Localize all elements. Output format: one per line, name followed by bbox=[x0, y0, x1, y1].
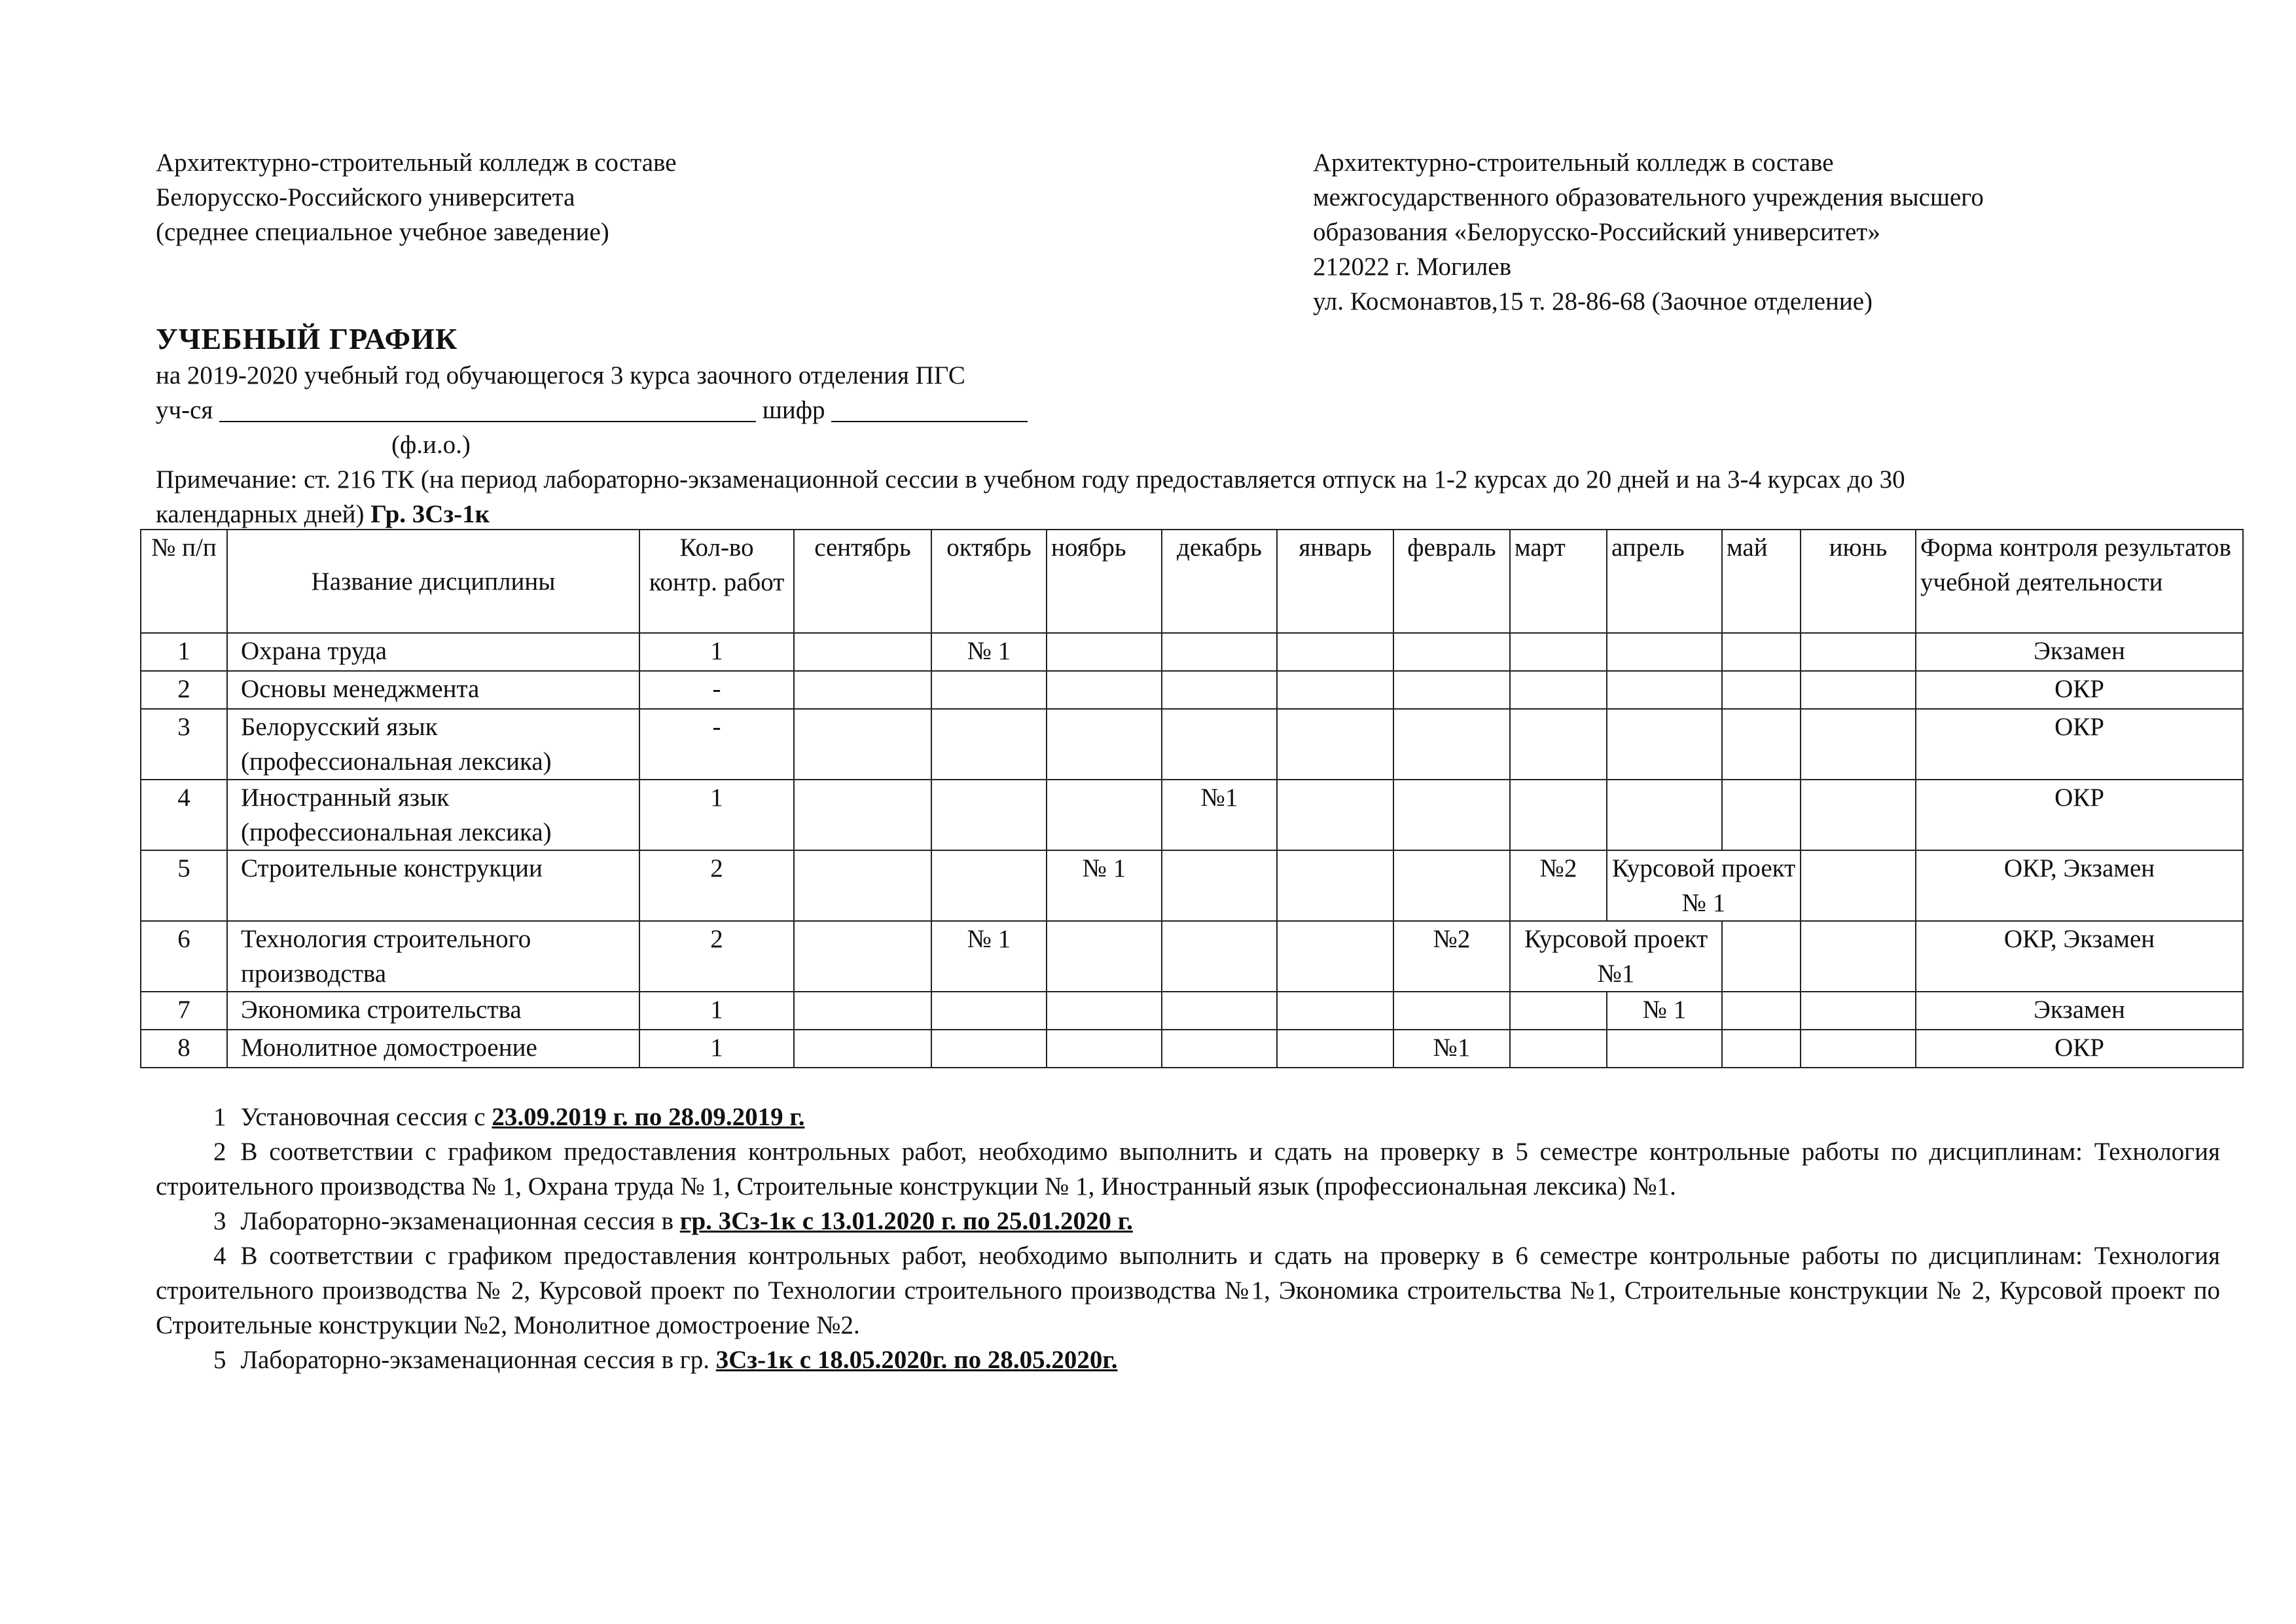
cell-month: №1 bbox=[1162, 780, 1277, 850]
cell-month bbox=[1277, 1030, 1393, 1068]
table-row bbox=[141, 633, 2243, 671]
list-item-date-range: гр. 3Сз-1к с 13.01.2020 г. по 25.01.2020 г. bbox=[679, 1207, 1133, 1235]
cell-count: - bbox=[639, 671, 794, 709]
cell-month bbox=[1393, 992, 1510, 1030]
cell-month bbox=[1162, 633, 1277, 671]
cell-form: ОКР bbox=[1916, 1030, 2243, 1068]
list-item-text: В соответствии с графиком предоставления контрольных работ, необходимо выполнить и сдать на проверку в 6 семестре контрольные работы по дисциплинам: Технология строительного производства № 2, Курсовой проект по Технологии строительного производства №1, Экономика строительства №1, Строительные конструкции № 2, Курсовой проект по Строительные конструкции №2, Монолитное домостроение №2. bbox=[156, 1242, 2220, 1339]
header-right-line: 212022 г. Могилев bbox=[1313, 253, 1512, 281]
cell-month bbox=[1162, 992, 1277, 1030]
cell-month bbox=[1510, 1030, 1607, 1068]
cell-month bbox=[1393, 709, 1510, 780]
cell-month bbox=[1277, 709, 1393, 780]
cipher-label: шифр bbox=[762, 396, 825, 424]
cell-month bbox=[1722, 780, 1801, 850]
cell-count: 2 bbox=[639, 850, 794, 921]
cell-count: 1 bbox=[639, 992, 794, 1030]
cell-month bbox=[1047, 633, 1162, 671]
cell-name: Строительные конструкции bbox=[227, 850, 639, 921]
cipher-blank bbox=[831, 395, 1028, 422]
cell-month bbox=[794, 921, 931, 992]
cell-month bbox=[1801, 780, 1916, 850]
cell-num: 6 bbox=[141, 921, 227, 992]
cell-month bbox=[1801, 850, 1916, 921]
cell-month bbox=[1607, 709, 1722, 780]
col-header-month: февраль bbox=[1393, 530, 1510, 633]
header-left-line: Архитектурно-строительный колледж в составе bbox=[156, 149, 677, 177]
student-label: уч-ся bbox=[156, 396, 213, 424]
list-item-number: 2 bbox=[213, 1138, 226, 1166]
cell-name: Основы менеджмента bbox=[227, 671, 639, 709]
cell-month bbox=[1393, 850, 1510, 921]
student-name-blank bbox=[219, 395, 756, 422]
cell-num: 2 bbox=[141, 671, 227, 709]
cell-month bbox=[1047, 780, 1162, 850]
col-header-month: май bbox=[1722, 530, 1801, 633]
col-header-num: № п/п bbox=[141, 530, 227, 633]
cell-name: Иностранный язык (профессиональная лексика) bbox=[227, 780, 639, 850]
cell-month bbox=[1722, 709, 1801, 780]
cell-month bbox=[1047, 1030, 1162, 1068]
cell-month bbox=[1393, 780, 1510, 850]
cell-count: - bbox=[639, 709, 794, 780]
cell-count: 1 bbox=[639, 633, 794, 671]
group-code: Гр. 3Сз-1к bbox=[370, 500, 490, 528]
cell-month bbox=[1722, 1030, 1801, 1068]
cell-form: ОКР bbox=[1916, 780, 2243, 850]
cell-num: 4 bbox=[141, 780, 227, 850]
cell-num: 1 bbox=[141, 633, 227, 671]
col-header-month: ноябрь bbox=[1047, 530, 1162, 633]
list-item-number: 5 bbox=[213, 1346, 226, 1374]
header-left-line: (среднее специальное учебное заведение) bbox=[156, 218, 609, 246]
cell-num: 5 bbox=[141, 850, 227, 921]
cell-month bbox=[931, 671, 1047, 709]
col-header-form: Форма контроля результатов учебной деятельности bbox=[1916, 530, 2243, 633]
col-header-name: Название дисциплины bbox=[227, 530, 639, 633]
title-block bbox=[156, 320, 2204, 532]
list-item-number: 4 bbox=[213, 1242, 226, 1270]
list-item-number: 3 bbox=[213, 1207, 226, 1235]
col-header-month: апрель bbox=[1607, 530, 1722, 633]
document-title: УЧЕБНЫЙ ГРАФИК bbox=[156, 322, 458, 355]
col-header-month: сентябрь bbox=[794, 530, 931, 633]
list-item-text: Лабораторно-экзаменационная сессия в гр. bbox=[240, 1346, 716, 1374]
cell-month bbox=[1510, 992, 1607, 1030]
cell-month bbox=[931, 709, 1047, 780]
cell-month: № 1 bbox=[931, 633, 1047, 671]
note-line-2 bbox=[156, 497, 2204, 532]
cell-name: Охрана труда bbox=[227, 633, 639, 671]
cell-month bbox=[794, 850, 931, 921]
cell-form: ОКР, Экзамен bbox=[1916, 921, 2243, 992]
cell-month bbox=[1047, 992, 1162, 1030]
cell-month bbox=[1607, 1030, 1722, 1068]
table-header-row bbox=[141, 530, 2243, 633]
header-left bbox=[156, 145, 1138, 249]
table-row bbox=[141, 992, 2243, 1030]
cell-month bbox=[794, 992, 931, 1030]
header-right-line: ул. Космонавтов,15 т. 28-86-68 (Заочное отделение) bbox=[1313, 287, 1873, 316]
cell-name: Монолитное домостроение bbox=[227, 1030, 639, 1068]
cell-month bbox=[1393, 633, 1510, 671]
cell-month bbox=[794, 1030, 931, 1068]
cell-name: Белорусский язык (профессиональная лексика) bbox=[227, 709, 639, 780]
cell-count: 1 bbox=[639, 1030, 794, 1068]
cell-month: №1 bbox=[1393, 1030, 1510, 1068]
cell-month bbox=[1162, 709, 1277, 780]
cell-month bbox=[1162, 1030, 1277, 1068]
cell-form: ОКР bbox=[1916, 709, 2243, 780]
header-right-line: Архитектурно-строительный колледж в составе bbox=[1313, 149, 1834, 177]
cell-month bbox=[794, 780, 931, 850]
cell-month: № 1 bbox=[1607, 992, 1722, 1030]
cell-month bbox=[1277, 850, 1393, 921]
cell-form: ОКР, Экзамен bbox=[1916, 850, 2243, 921]
header-right bbox=[1313, 145, 2164, 319]
col-header-month: октябрь bbox=[931, 530, 1047, 633]
cell-month bbox=[1047, 709, 1162, 780]
cell-month bbox=[1801, 1030, 1916, 1068]
cell-month bbox=[1722, 992, 1801, 1030]
col-header-month: декабрь bbox=[1162, 530, 1277, 633]
note-text: календарных дней) bbox=[156, 500, 365, 528]
cell-form: ОКР bbox=[1916, 671, 2243, 709]
numbered-list bbox=[156, 1100, 2220, 1377]
cell-month bbox=[931, 1030, 1047, 1068]
cell-month: №2 bbox=[1393, 921, 1510, 992]
cell-month bbox=[1722, 921, 1801, 992]
cell-form: Экзамен bbox=[1916, 633, 2243, 671]
cell-month bbox=[1801, 671, 1916, 709]
cell-month bbox=[931, 992, 1047, 1030]
col-header-count: Кол-во контр. работ bbox=[639, 530, 794, 633]
col-header-month: март bbox=[1510, 530, 1607, 633]
cell-name: Технология строительного производства bbox=[227, 921, 639, 992]
cell-month bbox=[794, 633, 931, 671]
cell-month-merged: Курсовой проект №1 bbox=[1510, 921, 1722, 992]
cell-month: № 1 bbox=[1047, 850, 1162, 921]
cell-num: 8 bbox=[141, 1030, 227, 1068]
cell-month: №2 bbox=[1510, 850, 1607, 921]
header-right-line: межгосударственного образовательного учреждения высшего bbox=[1313, 183, 1984, 211]
cell-count: 2 bbox=[639, 921, 794, 992]
list-item bbox=[156, 1238, 2220, 1343]
cell-month bbox=[1277, 633, 1393, 671]
cell-month bbox=[1801, 992, 1916, 1030]
list-item bbox=[156, 1204, 2220, 1238]
list-item bbox=[156, 1100, 2220, 1134]
cell-month bbox=[931, 850, 1047, 921]
col-header-month: июнь bbox=[1801, 530, 1916, 633]
cell-month: № 1 bbox=[931, 921, 1047, 992]
col-header-month: январь bbox=[1277, 530, 1393, 633]
list-item-date-range: 3Сз-1к с 18.05.2020г. по 28.05.2020г. bbox=[715, 1346, 1118, 1374]
list-item-text: В соответствии с графиком предоставления контрольных работ, необходимо выполнить и сдать на проверку в 5 семестре контрольные работы по дисциплинам: Технология строительного производства № 1, Охрана труда № 1, Строительные конструкции № 1, Иностранный язык (профессиональная лексика) №1. bbox=[156, 1138, 2220, 1200]
list-item-text: Лабораторно-экзаменационная сессия в bbox=[240, 1207, 680, 1235]
student-line bbox=[156, 393, 2204, 427]
cell-month bbox=[794, 671, 931, 709]
cell-month bbox=[1510, 671, 1607, 709]
cell-month bbox=[1047, 921, 1162, 992]
cell-month bbox=[1162, 921, 1277, 992]
cell-month bbox=[1607, 671, 1722, 709]
cell-num: 7 bbox=[141, 992, 227, 1030]
cell-month bbox=[1510, 709, 1607, 780]
cell-month bbox=[1047, 671, 1162, 709]
table-row bbox=[141, 1030, 2243, 1068]
cell-month bbox=[931, 780, 1047, 850]
cell-month bbox=[1607, 780, 1722, 850]
header-right-line: образования «Белорусско-Российский университет» bbox=[1313, 218, 1880, 246]
list-item-date-range: 23.09.2019 г. по 28.09.2019 г. bbox=[492, 1103, 805, 1131]
cell-num: 3 bbox=[141, 709, 227, 780]
cell-month bbox=[1801, 709, 1916, 780]
cell-month bbox=[1607, 633, 1722, 671]
cell-month-merged: Курсовой проект № 1 bbox=[1607, 850, 1801, 921]
note-line-1: Примечание: ст. 216 ТК (на период лабораторно-экзаменационной сессии в учебном году предоставляется отпуск на 1-2 курсах до 20 дней и на 3-4 курсах до 30 bbox=[156, 465, 1905, 494]
list-item bbox=[156, 1134, 2220, 1204]
cell-month bbox=[1277, 992, 1393, 1030]
cell-month bbox=[1722, 671, 1801, 709]
cell-form: Экзамен bbox=[1916, 992, 2243, 1030]
cell-month bbox=[1277, 921, 1393, 992]
fio-hint: (ф.и.о.) bbox=[391, 431, 471, 459]
cell-month bbox=[1162, 850, 1277, 921]
cell-month bbox=[1722, 633, 1801, 671]
cell-month bbox=[1801, 921, 1916, 992]
list-item-text: Установочная сессия с bbox=[240, 1103, 492, 1131]
cell-month bbox=[794, 709, 931, 780]
cell-month bbox=[1510, 633, 1607, 671]
cell-month bbox=[1393, 671, 1510, 709]
table-row bbox=[141, 709, 2243, 780]
cell-name: Экономика строительства bbox=[227, 992, 639, 1030]
cell-month bbox=[1510, 780, 1607, 850]
list-item-number: 1 bbox=[213, 1103, 226, 1131]
document-subtitle: на 2019-2020 учебный год обучающегося 3 курса заочного отделения ПГС bbox=[156, 361, 965, 389]
cell-month bbox=[1162, 671, 1277, 709]
cell-month bbox=[1277, 780, 1393, 850]
table-row bbox=[141, 671, 2243, 709]
table-row bbox=[141, 921, 2243, 992]
cell-count: 1 bbox=[639, 780, 794, 850]
list-item bbox=[156, 1343, 2220, 1377]
table-row bbox=[141, 780, 2243, 850]
cell-month bbox=[1277, 671, 1393, 709]
cell-month bbox=[1801, 633, 1916, 671]
table-row bbox=[141, 850, 2243, 921]
header-left-line: Белорусско-Российского университета bbox=[156, 183, 575, 211]
schedule-table bbox=[140, 529, 2244, 1068]
